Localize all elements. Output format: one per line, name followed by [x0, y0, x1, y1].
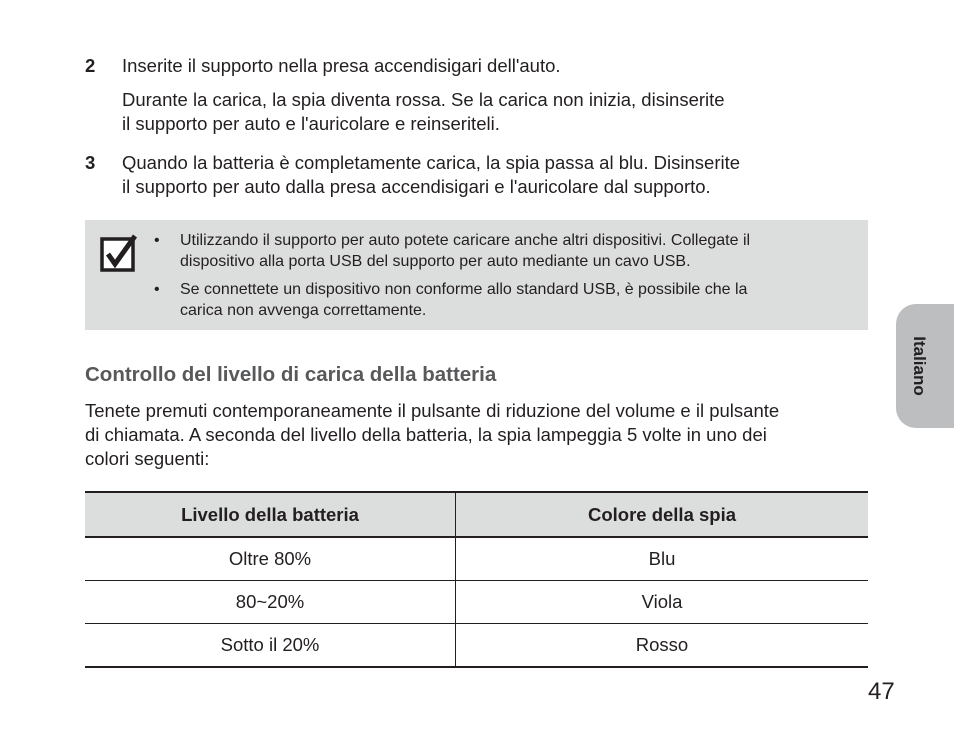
note-item [154, 230, 854, 272]
step-3 [85, 151, 845, 199]
step-text-line: il supporto per auto e l'auricolare e reinseriteli. [122, 113, 500, 134]
language-tab-label: Italiano [910, 336, 929, 396]
table-cell: 80~20% [85, 581, 456, 624]
step-text-line: Quando la batteria è completamente carica, la spia passa al blu. Disinserite [122, 152, 741, 173]
table-row [85, 537, 868, 581]
note-text-line: carica non avvenga correttamente. [180, 302, 427, 319]
step-text: Inserite il supporto nella presa accendisigari dell'auto. [122, 55, 561, 76]
step-2 [85, 54, 845, 136]
note-text-line: Utilizzando il supporto per auto potete caricare anche altri dispositivi. Collegate il [180, 232, 751, 249]
note-text-line: dispositivo alla porta USB del supporto per auto mediante un cavo USB. [180, 253, 691, 270]
table-cell: Oltre 80% [85, 537, 456, 581]
step-text-line: Durante la carica, la spia diventa rossa. Se la carica non inizia, disinserite [122, 89, 725, 110]
table-cell: Viola [456, 581, 869, 624]
bullet: • [154, 281, 160, 298]
bullet: • [154, 232, 160, 249]
table-header-row [85, 492, 868, 537]
checkbox-check-icon [100, 234, 140, 274]
battery-level-table [85, 491, 868, 668]
note-list [154, 230, 854, 328]
column-header: Livello della batteria [85, 492, 456, 537]
section-heading: Controllo del livello di carica della batteria [85, 363, 497, 386]
intro-line: di chiamata. A seconda del livello della batteria, la spia lampeggia 5 volte in uno dei [85, 424, 767, 445]
table-row [85, 581, 868, 624]
page-number: 47 [868, 678, 895, 705]
table-row [85, 624, 868, 668]
table-cell: Blu [456, 537, 869, 581]
step-number: 3 [85, 152, 96, 173]
language-tab [896, 304, 954, 428]
step-text-line: il supporto per auto dalla presa accendisigari e l'auricolare dal supporto. [122, 176, 711, 197]
table-cell: Rosso [456, 624, 869, 668]
note-text-line: Se connettete un dispositivo non conforme allo standard USB, è possibile che la [180, 281, 748, 298]
intro-line: colori seguenti: [85, 448, 210, 469]
intro-line: Tenete premuti contemporaneamente il pulsante di riduzione del volume e il pulsante [85, 400, 780, 421]
step-number: 2 [85, 55, 96, 76]
note-box [85, 220, 868, 330]
column-header: Colore della spia [456, 492, 869, 537]
section-intro [85, 399, 875, 471]
table-cell: Sotto il 20% [85, 624, 456, 668]
note-item [154, 279, 854, 321]
